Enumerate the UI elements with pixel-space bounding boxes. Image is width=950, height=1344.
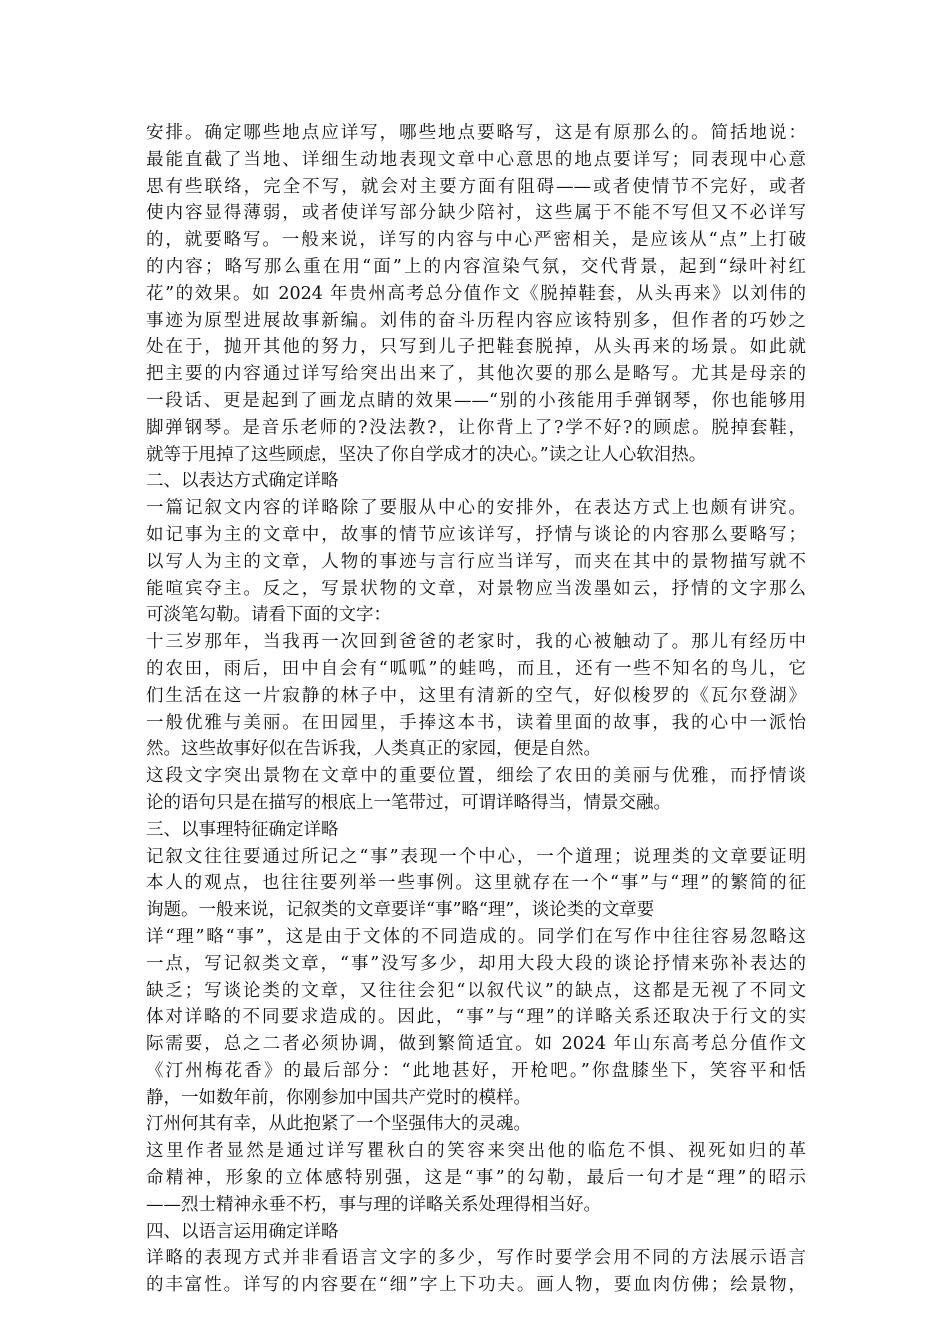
text-line: 把主要的内容通过详写给突出出来了，其他次要的那么是略写。尤其是母亲的 bbox=[146, 364, 806, 385]
text-line: 《汀州梅花香》的最后部分：“此地甚好，开枪吧。”你盘膝坐下，笑容平和恬 bbox=[146, 1060, 806, 1081]
text-line: 详“理”略“事”，这是由于文体的不同造成的。同学们在写作中往往容易忽略这 bbox=[146, 926, 806, 947]
text-line: 处在于，抛开其他的努力，只写到儿子把鞋套脱掉，从头再来的场景。如此就 bbox=[146, 337, 806, 358]
text-line: 一点，写记叙类文章，“事”没写多少，却用大段大段的谈论抒情来弥补表达的 bbox=[146, 953, 806, 974]
text-line: 可淡笔勾勒。请看下面的文字： bbox=[146, 605, 391, 626]
text-line: 能喧宾夺主。反之，写景状物的文章，对景物应当泼墨如云，抒情的文字那么 bbox=[146, 578, 806, 599]
text-line: 脚弹钢琴。是音乐老师的?没法教?，让你背上了?学不好?的顾虑。脱掉套鞋， bbox=[146, 417, 806, 438]
text-line: 的内容；略写那么重在用“面”上的内容渲染气氛，交代背景，起到“绿叶衬红 bbox=[146, 256, 806, 277]
text-line: 的，就要略写。一般来说，详写的内容与中心严密相关，是应该从“点”上打破 bbox=[146, 230, 806, 251]
text-line: 事迹为原型进展故事新编。刘伟的奋斗历程内容应该特别多，但作者的巧妙之 bbox=[146, 310, 806, 331]
text-line: 本人的观点，也往往要列举一些事例。这里就存在一个“事”与“理”的繁简的征 bbox=[146, 873, 806, 894]
text-line: 缺乏；写谈论类的文章，又往往会犯“以叙代议”的缺点，这都是无视了不同文 bbox=[146, 980, 806, 1001]
text-line: 四、以语言运用确定详略 bbox=[146, 1221, 339, 1242]
text-line: 一般优雅与美丽。在田园里，手捧这本书，读着里面的故事，我的心中一派怡 bbox=[146, 712, 806, 733]
text-line: 以写人为主的文章，人物的事迹与言行应当详写，而夹在其中的景物描写就不 bbox=[146, 551, 806, 572]
text-line: 际需要，总之二者必须协调，做到繁简适宜。如 2024 年山东高考总分值作文 bbox=[146, 1034, 806, 1055]
text-line: 十三岁那年，当我再一次回到爸爸的老家时，我的心被触动了。那儿有经历中 bbox=[146, 632, 806, 653]
text-line: 一段话、更是起到了画龙点睛的效果——“别的小孩能用手弹钢琴，你也能够用 bbox=[146, 390, 806, 411]
text-line: 就等于甩掉了这些顾虑，坚决了你自学成才的决心。”读之让人心软泪热。 bbox=[146, 444, 707, 465]
text-line: 如记事为主的文章中，故事的情节应该详写，抒情与谈论的内容那么要略写； bbox=[146, 524, 806, 545]
text-line: 论的语句只是在描写的根底上一笔带过，可谓详略得当，情景交融。 bbox=[146, 792, 671, 813]
text-line: 详略的表现方式并非看语言文字的多少，写作时要学会用不同的方法展示语言 bbox=[146, 1248, 806, 1269]
text-line: 体对详略的不同要求造成的。因此，“事”与“理”的详略关系还取决于行文的实 bbox=[146, 1007, 806, 1028]
text-line: 最能直截了当地、详细生动地表现文章中心意思的地点要详写；同表现中心意 bbox=[146, 149, 806, 170]
text-line: 静，一如数年前，你刚参加中国共产党时的模样。 bbox=[146, 1087, 531, 1108]
text-line: 思有些联络，完全不写，就会对主要方面有阻碍——或者使情节不完好，或者 bbox=[146, 176, 806, 197]
text-line: 询题。一般来说，记叙类的文章要详“事”略“理”，谈论类的文章要 bbox=[146, 900, 655, 921]
text-line: 的丰富性。详写的内容要在“细”字上下功夫。画人物，要血肉仿佛；绘景物， bbox=[146, 1275, 806, 1296]
text-line: 们生活在这一片寂静的林子中，这里有清新的空气，好似梭罗的《瓦尔登湖》 bbox=[146, 685, 806, 706]
text-line: 三、以事理特征确定详略 bbox=[146, 819, 339, 840]
text-line: 这段文字突出景物在文章中的重要位置，细绘了农田的美丽与优雅，而抒情谈 bbox=[146, 766, 806, 787]
text-line: 安排。确定哪些地点应详写，哪些地点要略写，这是有原那么的。简括地说： bbox=[146, 123, 806, 143]
text-line: 花”的效果。如 2024 年贵州高考总分值作文《脱掉鞋套，从头再来》以刘伟的 bbox=[146, 283, 806, 304]
text-line: 二、以表达方式确定详略 bbox=[146, 471, 339, 492]
text-line: 一篇记叙文内容的详略除了要服从中心的安排外，在表达方式上也颇有讲究。 bbox=[146, 498, 806, 519]
text-line: 这里作者显然是通过详写瞿秋白的笑容来突出他的临危不惧、视死如归的革 bbox=[146, 1141, 806, 1162]
text-line: 记叙文往往要通过所记之“事”表现一个中心，一个道理；说理类的文章要证明 bbox=[146, 846, 806, 867]
text-line: 然。这些故事好似在告诉我，人类真正的家园，便是自然。 bbox=[146, 739, 601, 760]
text-line: ——烈士精神永垂不朽，事与理的详略关系处理得相当好。 bbox=[146, 1194, 601, 1215]
document-body bbox=[146, 120, 806, 1299]
text-line: 汀州何其有幸，从此抱紧了一个坚强伟大的灵魂。 bbox=[146, 1114, 531, 1135]
text-line: 使内容显得薄弱，或者使详写部分缺少陪衬，这些属于不能不写但又不必详写 bbox=[146, 203, 806, 224]
text-line: 命精神，形象的立体感特别强，这是“事”的勾勒，最后一句才是“理”的昭示 bbox=[146, 1168, 806, 1189]
text-line: 的农田，雨后，田中自会有“呱呱”的蛙鸣，而且，还有一些不知名的鸟儿，它 bbox=[146, 658, 806, 679]
